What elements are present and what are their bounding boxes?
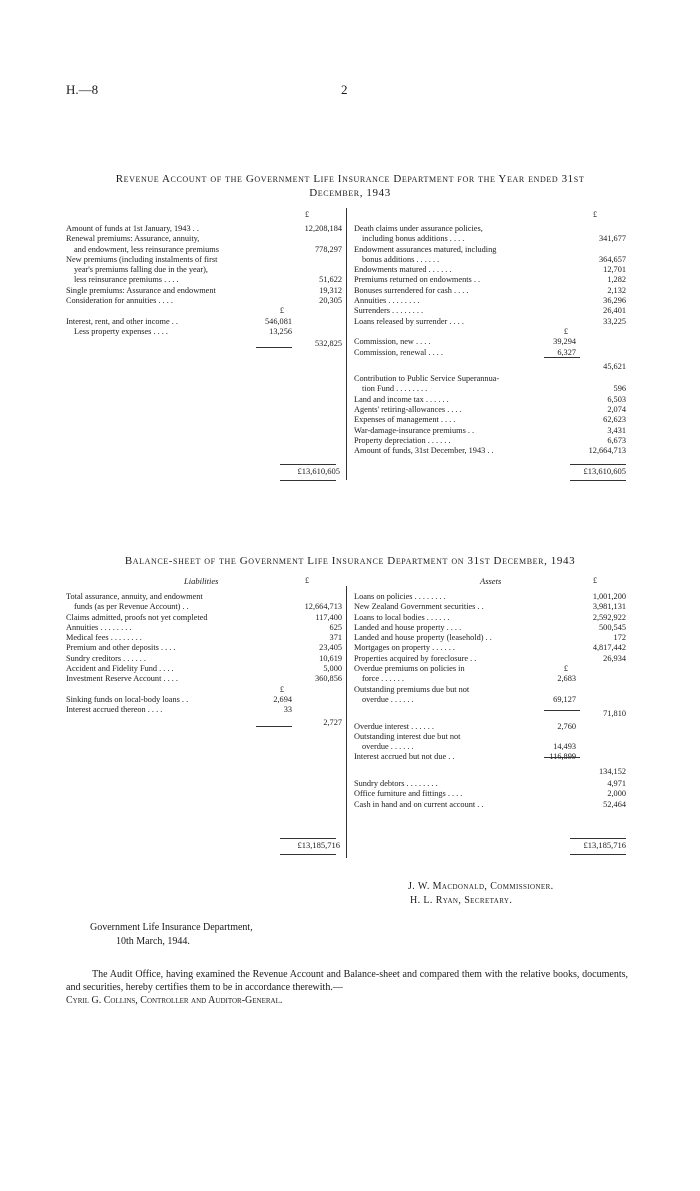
subtotal-pound-row [354,327,626,337]
column-divider [346,208,347,480]
liability-row: funds (as per Revenue Account) . . 12,664,713 [74,602,342,612]
commission-new-row: Commission, new . . . . 39,294 [354,337,576,347]
pound-sign: £ [593,576,597,585]
interest-accrued-not-due-row: Interest accrued but not due . . 116,899 [354,752,576,762]
outstanding-interest-row: overdue . . . . . . 14,493 [362,742,576,752]
interest-total-row: 134,152 [599,766,626,776]
overdue-premiums-row: Overdue premiums on policies in £ [354,664,568,674]
revenue-expense-row: Bonuses surrendered for cash . . . . 2,132 [354,285,626,295]
revenue-income-column [66,224,342,348]
asset-row: Loans to local bodies . . . . . . 2,592,922 [354,612,626,622]
asset-row: Mortgages on property . . . . . . 4,817,442 [354,643,626,653]
total-rule [570,464,626,465]
liability-row: Accident and Fidelity Fund . . . . 5,000 [66,664,342,674]
interest-row: Interest, rent, and other income . . 546,081 [66,316,292,326]
pound-sign: £ [593,210,597,219]
revenue-expense-row: Property depreciation . . . . . . 6,673 [354,435,626,445]
revenue-expense-row: Loans released by surrender . . . . 33,225 [354,316,626,326]
liabilities-header: Liabilities [184,576,219,586]
revenue-title-line2: December, 1943 [309,187,391,199]
subtotal-rule [256,347,292,348]
asset-row: New Zealand Government securities . . 3,981,131 [354,602,626,612]
revenue-expense-row: Surrenders . . . . . . . . 26,401 [354,306,626,316]
revenue-expense-row: including bonus additions . . . . 341,677 [362,234,626,244]
subtotal-rule [256,726,292,727]
subtotal-rule [544,357,580,358]
audit-text: The Audit Office, having examined the Revenue Account and Balance-sheet and compared them with the relative books, documents, and securities, hereby certifies them to be in accordance therewith.— [66,969,628,993]
revenue-income-row: New premiums (including instalments of first [66,254,218,264]
overdue-interest-row: Overdue interest . . . . . . 2,760 [354,721,576,731]
revenue-expense-row: Annuities . . . . . . . . 36,296 [354,296,626,306]
revenue-expense-row: Agents' retiring-allowances . . . . 2,074 [354,405,626,415]
asset-row: Office furniture and fittings . . . . 2,000 [354,789,626,799]
subtotal-pound-row [66,685,342,695]
revenue-expense-row: Endowment assurances matured, including [354,244,497,254]
revenue-expense-row: Contribution to Public Service Superannua- [354,374,500,384]
revenue-expenditure-column [354,224,626,457]
net-interest-row: 532,825 [315,339,342,349]
pound-sign: £ [279,306,284,316]
asset-row: Cash in hand and on current account . . 52,464 [354,799,626,809]
revenue-expense-row: Expenses of management . . . . 62,623 [354,415,626,425]
balance-sheet-table [66,572,626,862]
asset-row: Loans on policies . . . . . . . . 1,001,200 [354,592,626,601]
pound-sign: £ [279,684,284,694]
liability-row: Sundry creditors . . . . . . 10,619 [66,653,342,663]
document-reference: H.—8 [66,82,99,97]
outstanding-interest-row: Outstanding interest due but not [354,731,461,741]
subtotal-pound-row [66,306,342,316]
department-name: Government Life Insurance Department, [90,922,253,933]
assets-total: £13,185,716 [583,840,626,850]
pound-sign: £ [563,326,568,336]
revenue-account-title [60,172,640,200]
liability-row: Medical fees . . . . . . . . 371 [66,633,342,643]
balance-sheet-title: Balance-sheet of the Government Life Insurance Department on 31st December, 1943 [124,555,576,567]
total-rule [570,854,626,855]
revenue-account-table [66,208,626,498]
outstanding-premiums-row: Outstanding premiums due but not [354,684,470,694]
total-rule [280,480,336,481]
signing-date: 10th March, 1944. [116,936,190,947]
revenue-income-row: and endowment, less reinsurance premiums 778,297 [74,244,342,254]
pound-sign: £ [305,576,309,585]
revenue-expenditure-total: £13,610,605 [583,466,626,476]
column-divider [346,586,347,858]
asset-row: Landed and house property (leasehold) . . 172 [354,633,626,643]
revenue-income-row: Renewal premiums: Assurance, annuity, [66,234,200,244]
interest-accrued-row: Interest accrued thereon . . . . 33 [66,705,292,715]
pound-sign: £ [563,664,568,674]
commissioner-signature: J. W. Macdonald, Commissioner. [408,881,554,892]
page-header [66,82,636,102]
total-rule [570,838,626,839]
commission-total-row: 45,621 [603,361,626,371]
overdue-premiums-row: force . . . . . . 2,683 [362,674,576,684]
subtotal-rule [544,757,580,758]
revenue-income-row: Amount of funds at 1st January, 1943 . . 12,208,184 [66,224,342,233]
sinking-funds-row: Sinking funds on local-body loans . . 2,694 [66,694,292,704]
pound-sign: £ [305,210,309,219]
subtotal-rule [544,710,580,711]
revenue-expense-row: Land and income tax . . . . . . 6,503 [354,394,626,404]
revenue-expense-row: Amount of funds, 31st December, 1943 . . 12,664,713 [354,446,626,456]
revenue-income-total: £13,610,605 [297,466,340,476]
total-rule [570,480,626,481]
revenue-expense-row: Death claims under assurance policies, [354,224,483,233]
less-expenses-row: Less property expenses . . . . 13,256 [74,326,292,336]
revenue-expense-row: Endowments matured . . . . . . 12,701 [354,265,626,275]
revenue-title-line1: Revenue Account of the Government Life Insurance Department for the Year ended 31st [115,173,585,185]
liabilities-total: £13,185,716 [297,840,340,850]
asset-row: Properties acquired by foreclosure . . 26,934 [354,653,626,663]
liability-row: Premium and other deposits . . . . 23,405 [66,643,342,653]
liability-row: Investment Reserve Account . . . . 360,856 [66,674,342,684]
commission-renewal-row: Commission, renewal . . . . 6,327 [354,347,576,357]
total-rule [280,838,336,839]
sinking-net-row: 2,727 [323,717,342,727]
audit-certificate [66,968,628,1007]
revenue-income-row: year's premiums falling due in the year), [74,265,208,275]
department-dateline [90,921,410,949]
outstanding-premiums-row: overdue . . . . . . 69,127 [362,694,576,704]
asset-row: Sundry debtors . . . . . . . . 4,971 [354,779,626,789]
revenue-expense-row: bonus additions . . . . . . 364,657 [362,254,626,264]
revenue-expense-row: War-damage-insurance premiums . . 3,431 [354,425,626,435]
premiums-total-row: 71,810 [603,709,626,719]
revenue-income-row: less reinsurance premiums . . . . 51,622 [74,275,342,285]
signatures [408,880,648,908]
assets-column [354,592,626,810]
page-number: 2 [341,82,348,97]
asset-row: Landed and house property . . . . 500,545 [354,622,626,632]
total-rule [280,464,336,465]
liability-row: Claims admitted, proofs not yet completed 117,400 [66,612,342,622]
auditor-signature: Cyril G. Collins, Controller and Auditor-General. [66,995,283,1006]
liability-row: Total assurance, annuity, and endowment [66,592,203,601]
revenue-income-row: Consideration for annuities . . . . 20,305 [66,296,342,306]
liability-row: Annuities . . . . . . . . 625 [66,622,342,632]
revenue-expense-row: Premiums returned on endowments . . 1,282 [354,275,626,285]
revenue-income-row: Single premiums: Assurance and endowment 19,312 [66,285,342,295]
total-rule [280,854,336,855]
liabilities-column [66,592,342,726]
secretary-signature: H. L. Ryan, Secretary. [410,895,513,906]
assets-header: Assets [480,576,502,586]
revenue-expense-row: tion Fund . . . . . . . . 596 [362,384,626,394]
